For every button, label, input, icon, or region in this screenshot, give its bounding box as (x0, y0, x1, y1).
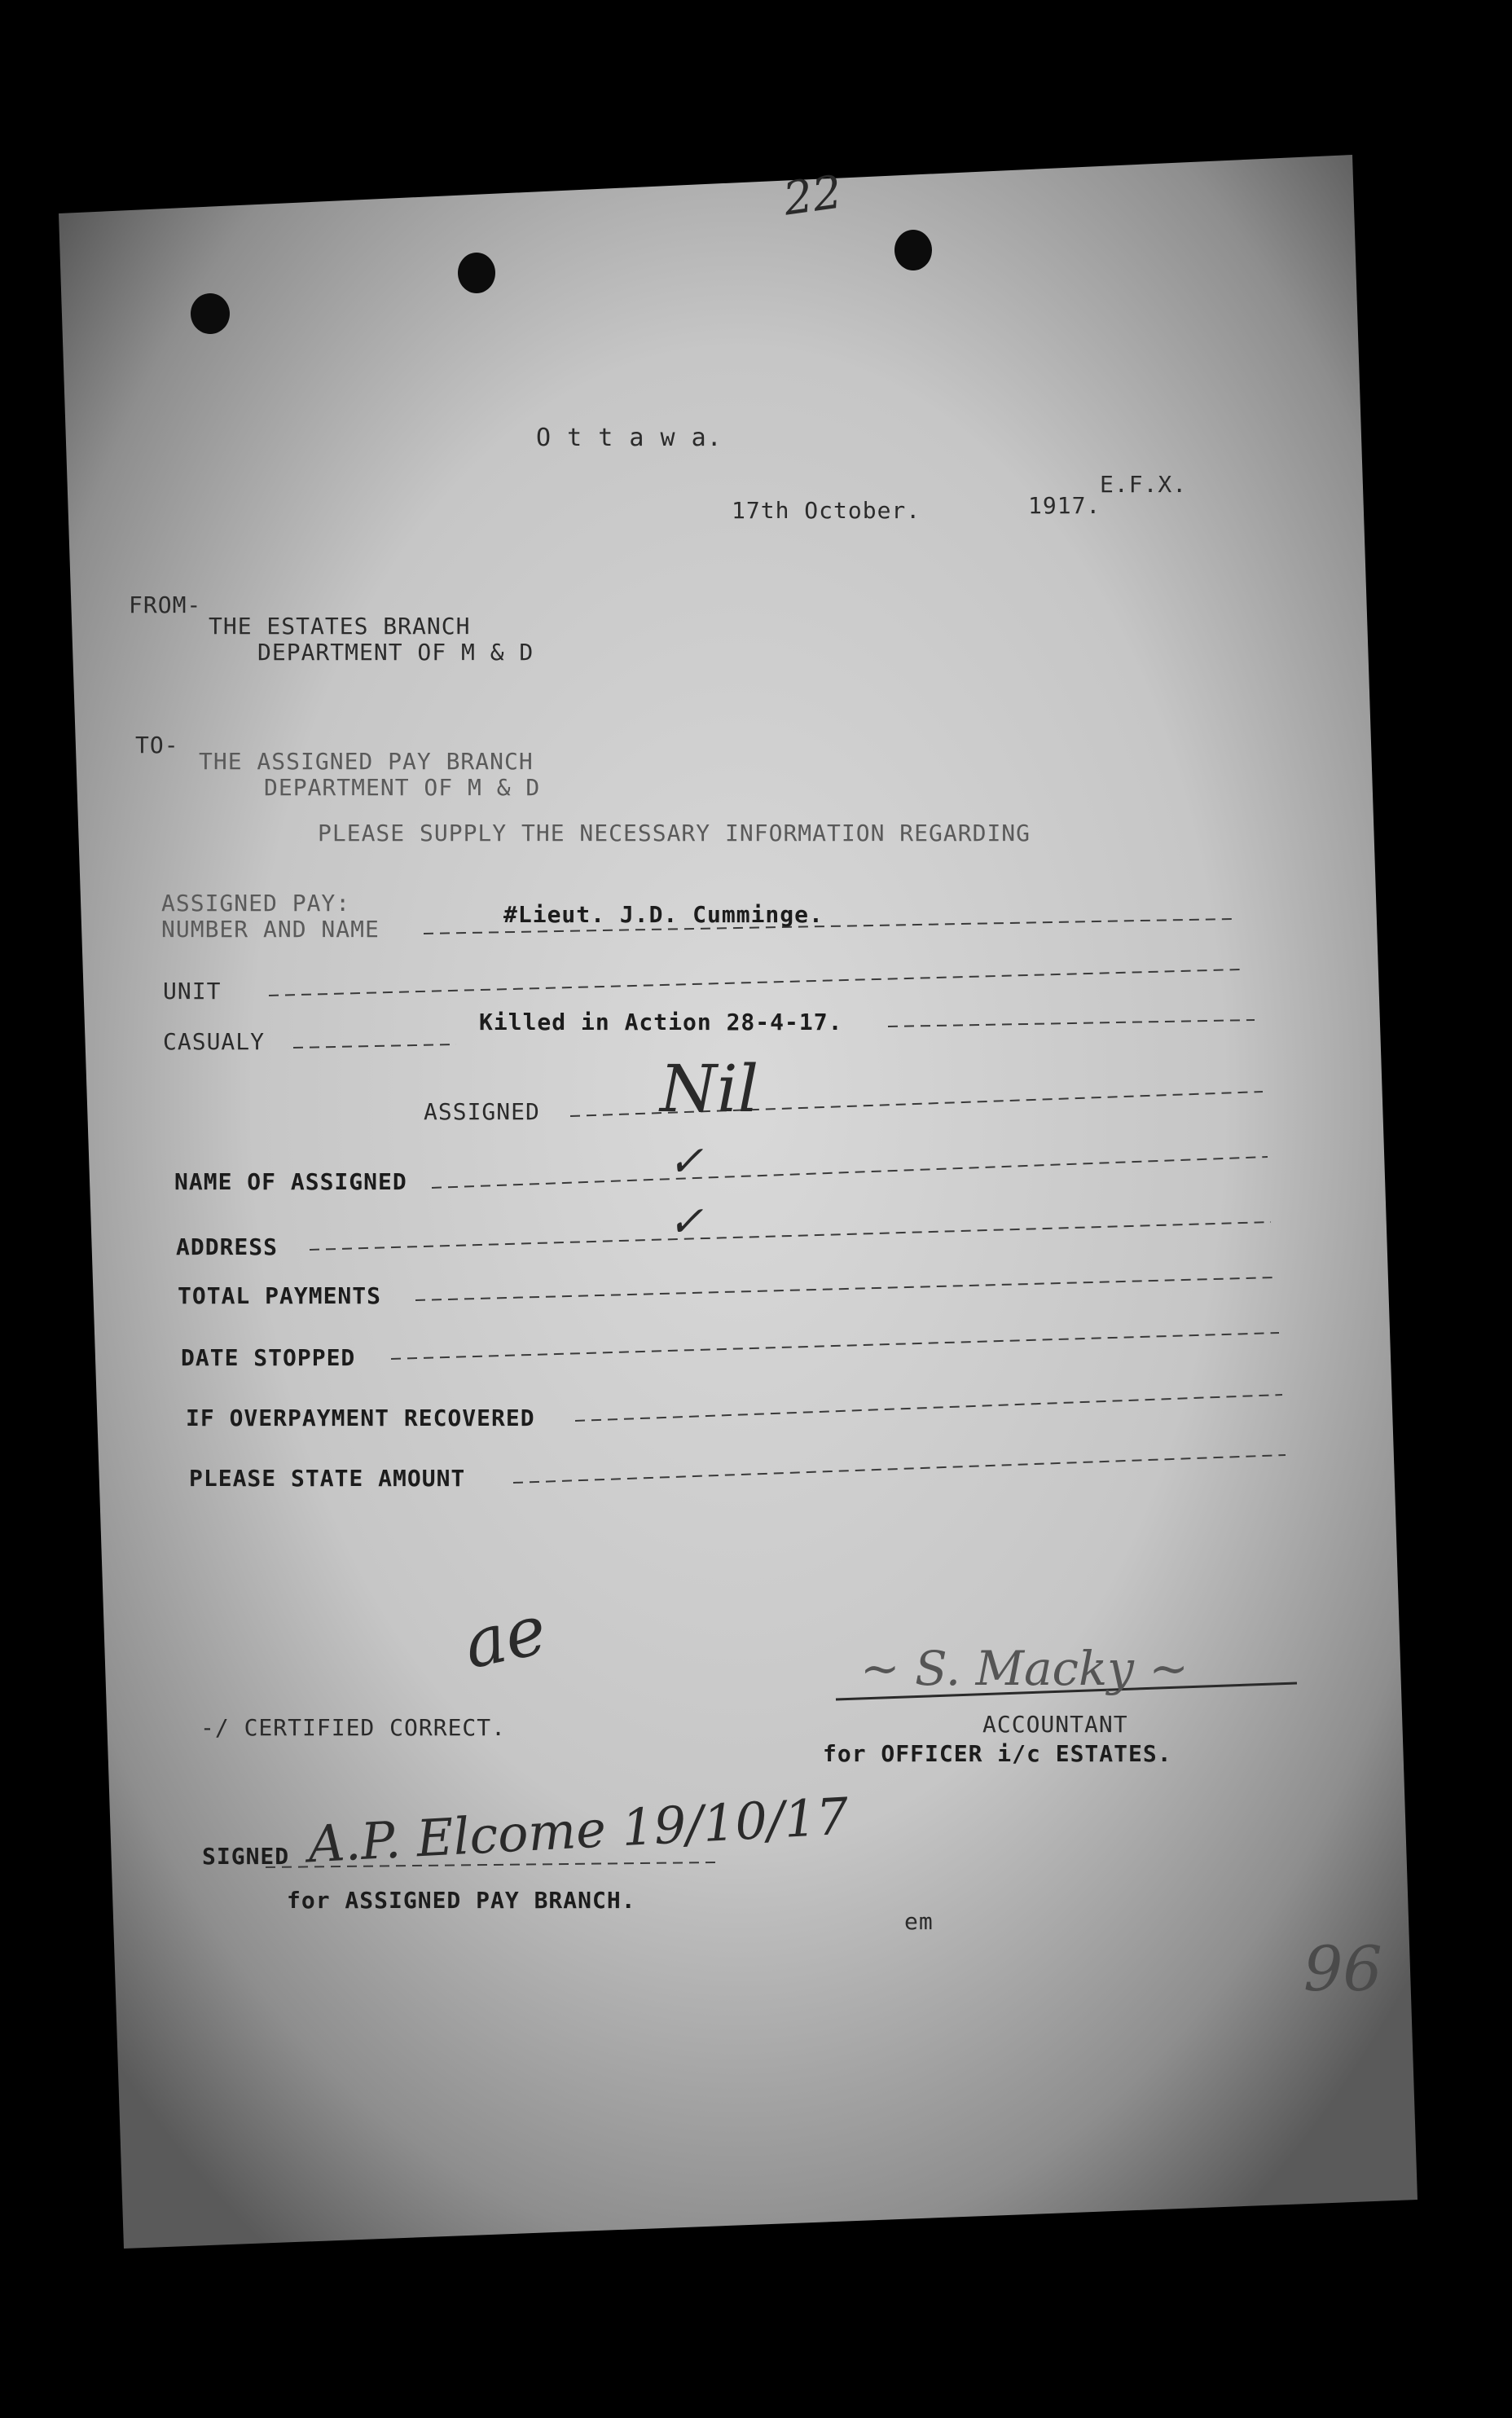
accountant-for: for OFFICER i/c ESTATES. (823, 1740, 1172, 1767)
to-label: TO- (135, 732, 179, 758)
address-value: ✓ (668, 1198, 704, 1246)
punch-hole (191, 293, 230, 334)
punch-hole (458, 253, 495, 293)
top-mark: 22 (780, 165, 846, 226)
from-line-2: DEPARTMENT OF M & D (257, 639, 534, 666)
name-of-assigned-label: NAME OF ASSIGNED (174, 1168, 407, 1195)
initials-mark: ae (456, 1589, 553, 1685)
address-label: ADDRESS (176, 1233, 279, 1260)
number-name-label: NUMBER AND NAME (161, 916, 380, 943)
accountant-signature: ~ S. Macky ~ (860, 1641, 1189, 1696)
signed-label: SIGNED (202, 1843, 290, 1870)
typist-initials: em (904, 1908, 934, 1935)
year-line: 1917. (1028, 492, 1101, 519)
to-line-2: DEPARTMENT OF M & D (264, 774, 541, 801)
assigned-label: ASSIGNED (424, 1098, 540, 1125)
page-number: 96 (1303, 1932, 1382, 2005)
certified-correct: -/ CERTIFIED CORRECT. (200, 1714, 507, 1741)
number-name-value: #Lieut. J.D. Cumminge. (503, 901, 824, 928)
assigned-value: Nil (660, 1051, 759, 1127)
amount-label: PLEASE STATE AMOUNT (189, 1465, 466, 1492)
casualty-label: CASUALY (163, 1028, 266, 1055)
to-line-1: THE ASSIGNED PAY BRANCH (199, 748, 534, 775)
date-line: 17th October. (732, 497, 921, 524)
accountant-title: ACCOUNTANT (982, 1711, 1128, 1738)
unit-label: UNIT (163, 978, 222, 1005)
overpayment-label: IF OVERPAYMENT RECOVERED (186, 1405, 535, 1431)
place-heading: O t t a w a. (536, 424, 723, 452)
name-of-assigned-value: ✓ (668, 1137, 704, 1186)
assigned-pay-label: ASSIGNED PAY: (161, 890, 351, 917)
file-reference: E.F.X. (1100, 471, 1188, 498)
total-payments-label: TOTAL PAYMENTS (178, 1282, 382, 1309)
date-stopped-label: DATE STOPPED (181, 1344, 356, 1371)
punch-hole (894, 230, 932, 270)
casualty-value: Killed in Action 28-4-17. (479, 1009, 843, 1035)
branch-line: for ASSIGNED PAY BRANCH. (287, 1887, 636, 1914)
signed-signature: A.P. Elcome 19/10/17 (306, 1786, 850, 1875)
request-line: PLEASE SUPPLY THE NECESSARY INFORMATION REGARDING (318, 820, 1031, 846)
from-label: FROM- (129, 591, 202, 618)
from-line-1: THE ESTATES BRANCH (209, 613, 471, 640)
